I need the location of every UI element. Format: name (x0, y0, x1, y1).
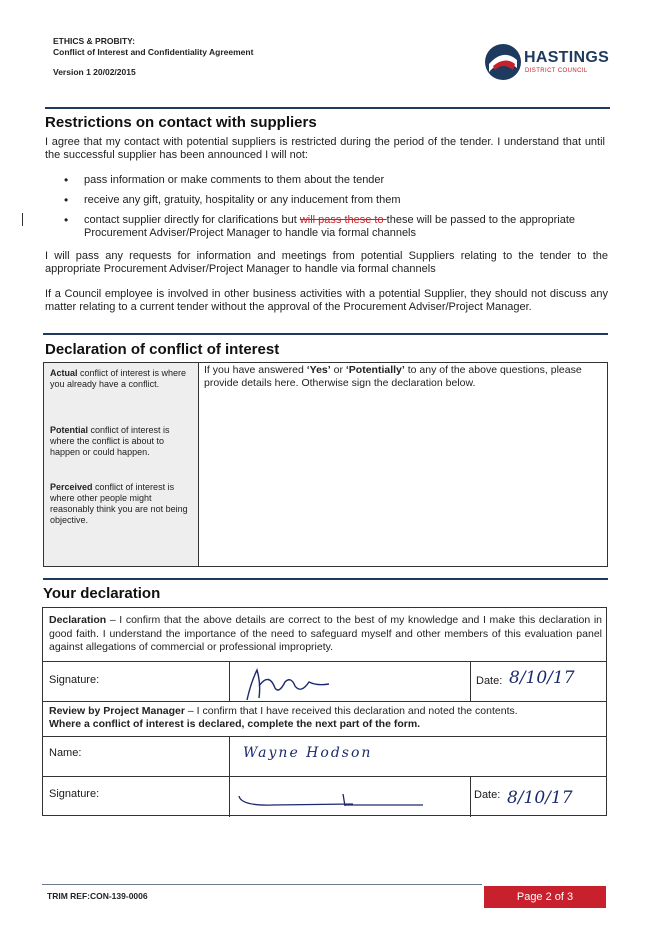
date-value[interactable]: 8/10/17 (509, 668, 575, 688)
page-number-badge: Page 2 of 3 (484, 886, 606, 908)
instr-potentially: ‘Potentially’ (345, 364, 405, 376)
def-perceived-term: Perceived (50, 482, 93, 492)
signature2-ink[interactable] (233, 786, 433, 810)
declaration-term: Declaration (49, 614, 107, 626)
footer-rule (42, 884, 482, 885)
review-text: – I confirm that I have received this declaration and noted the contents. (184, 705, 518, 717)
signature-ink[interactable] (229, 664, 349, 704)
trim-reference (47, 891, 148, 901)
restriction-item: • receive any gift, gratuity, hospitality or any inducement from them (64, 194, 604, 207)
signature-label: Signature: (49, 674, 100, 686)
def-actual-term: Actual (50, 368, 78, 378)
doc-category: ETHICS & PROBITY: (53, 36, 136, 46)
restrictions-list (64, 174, 604, 240)
def-potential (50, 425, 190, 458)
name-value[interactable]: Wayne Hodson (243, 745, 373, 761)
def-potential-text: conflict of interest is where the conflict is about to happen or could happen. (50, 425, 170, 457)
conflict-table (43, 362, 608, 567)
restrictions-intro: I agree that my contact with potential suppliers is restricted during the period of the tender. I understand that until the successful supplier has been announced I will not: (45, 136, 605, 161)
hastings-logo-icon (483, 42, 523, 82)
bullet3-post: these will be passed to the appropriate Procurement Adviser/Project Manager to handle via formal channels (84, 214, 575, 239)
doc-version: Version 1 20/02/2015 (53, 67, 136, 77)
def-perceived-text: conflict of interest is where other people might reasonably think you are not being objective. (50, 482, 188, 525)
instr-post: to any of the above questions, please provide details here. Otherwise sign the declaration below. (204, 364, 582, 389)
conflict-definitions (44, 363, 199, 566)
instr-or: or (330, 364, 346, 376)
instr-yes: ‘Yes’ (306, 364, 331, 376)
col-divider (470, 776, 471, 817)
restrictions-para2: I will pass any requests for information and meetings from potential Suppliers relating to the tender to the appropriate Procurement Adviser/Project Manager to handle via formal channels (45, 250, 608, 275)
def-actual (50, 368, 190, 390)
conflict-title: Declaration of conflict of interest (45, 341, 280, 358)
declaration-text: – I confirm that the above details are correct to the best of my knowledge and I make this declaration in good faith. I understand the importance of the need to safeguard myself and other members of this evaluation panel against allegations of commercial or professional impropriety. (49, 614, 602, 653)
conflict-details-field[interactable] (204, 364, 604, 390)
restrictions-para3: If a Council employee is involved in other business activities with a potential Supplier, they should not discuss any matter relating to a current tender without the approval of the Procurement Adviser/Project Manager. (45, 288, 608, 313)
signature2-label: Signature: (49, 788, 100, 800)
restriction-item-edited (64, 214, 604, 240)
section-rule-2 (43, 578, 608, 580)
review-statement (49, 705, 602, 731)
hastings-logo (483, 42, 613, 82)
declaration-table (42, 607, 607, 816)
date2-value[interactable]: 8/10/17 (507, 788, 573, 808)
doc-title: Conflict of Interest and Confidentiality Agreement (53, 47, 254, 57)
declaration-statement (49, 614, 602, 655)
margin-mark (22, 213, 23, 226)
row-divider (43, 736, 606, 737)
date2-label: Date: (474, 789, 501, 801)
def-actual-text: conflict of interest is where you already have a conflict. (50, 368, 187, 389)
col-divider (470, 661, 471, 701)
date-label: Date: (476, 675, 503, 687)
restriction-item: • pass information or make comments to them about the tender (64, 174, 604, 187)
def-perceived (50, 482, 190, 526)
restrictions-title: Restrictions on contact with suppliers (45, 114, 317, 131)
name-label: Name: (49, 747, 82, 759)
header-rule (45, 107, 610, 109)
def-potential-term: Potential (50, 425, 89, 435)
row-divider (43, 776, 606, 777)
declaration-title: Your declaration (43, 585, 161, 602)
trim-ref-text: TRIM REF:CON-139-0006 (47, 891, 148, 901)
logo-subtitle: DISTRICT COUNCIL (525, 68, 588, 74)
row-divider (43, 701, 606, 702)
bullet3-pre: contact supplier directly for clarifications but (84, 214, 300, 226)
struck-text: will pass these to (299, 214, 387, 226)
logo-name: HASTINGS (524, 49, 610, 66)
instr-pre: If you have answered (204, 364, 307, 376)
review-note: Where a conflict of interest is declared, complete the next part of the form. (49, 718, 421, 730)
review-term: Review by Project Manager (49, 705, 185, 717)
row-divider (43, 661, 606, 662)
section-rule (43, 333, 608, 335)
